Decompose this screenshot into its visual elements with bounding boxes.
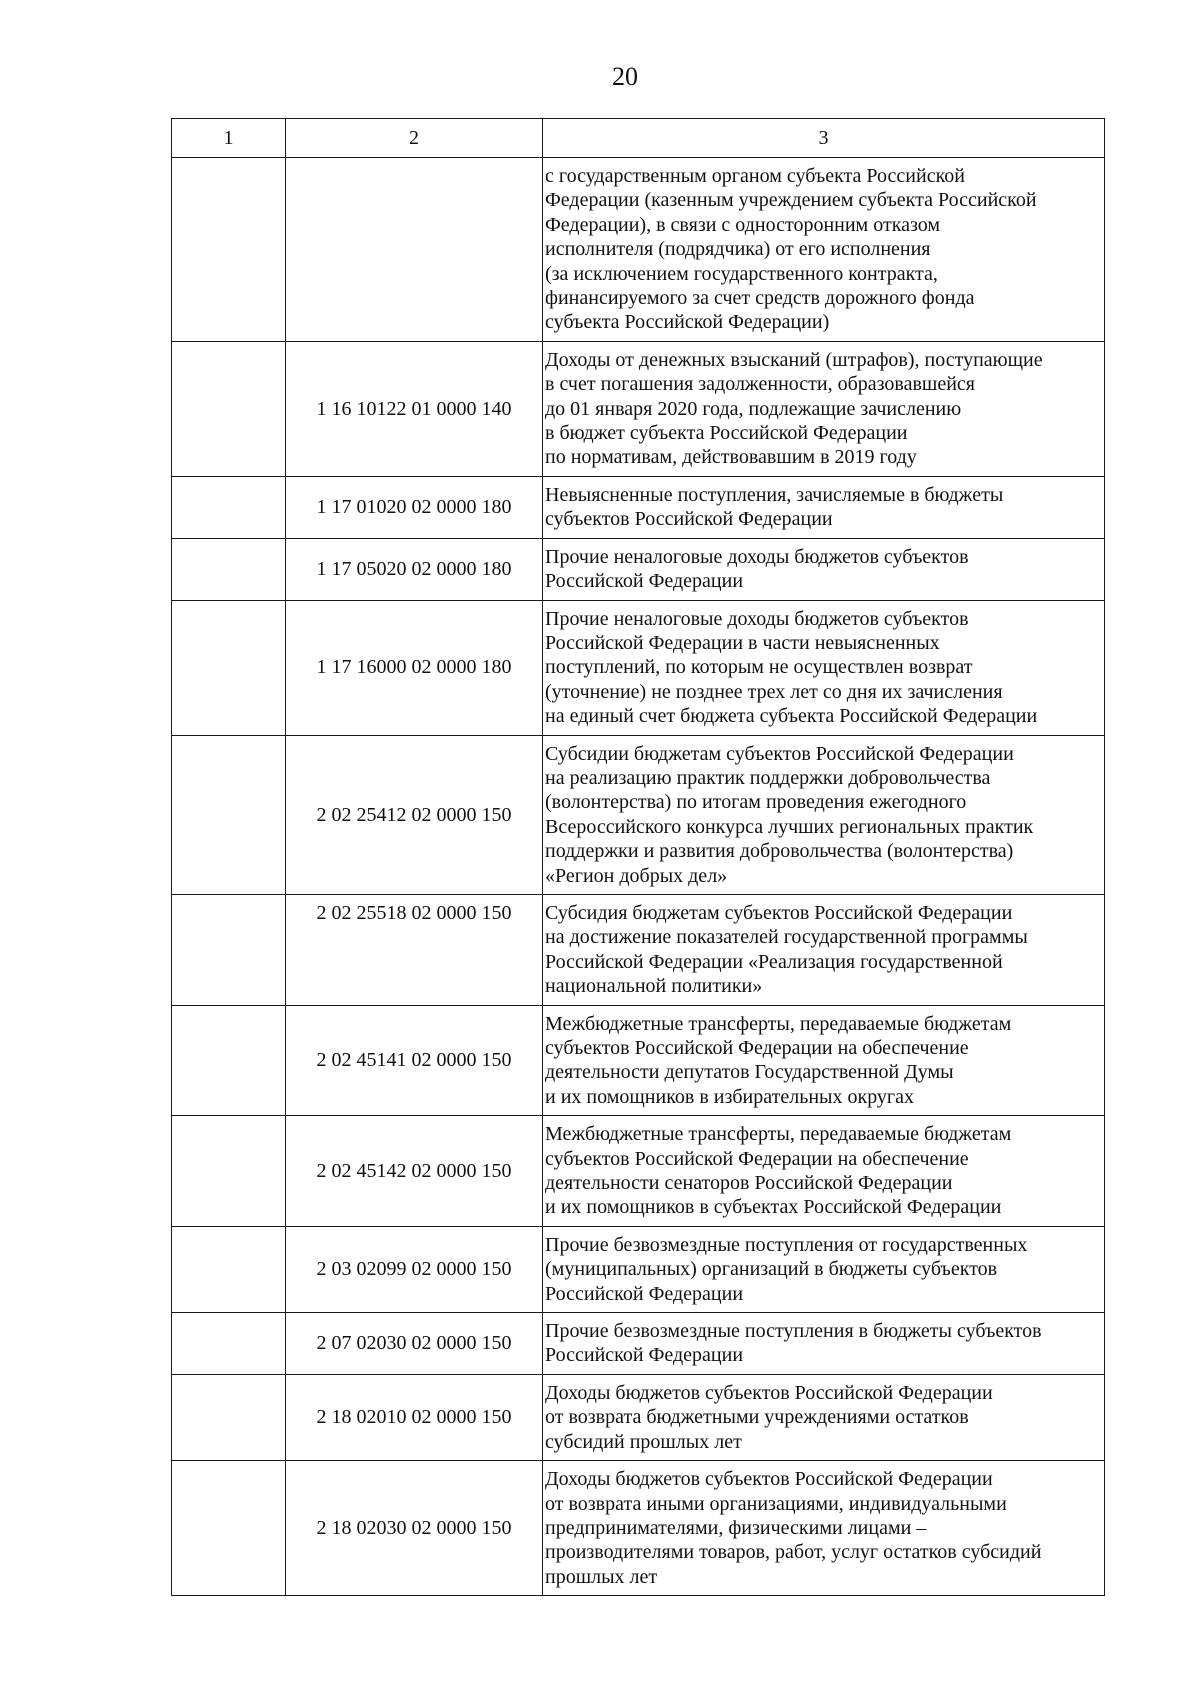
- income-code-cell: 1 16 10122 01 0000 140: [286, 341, 543, 476]
- header-col-1: 1: [172, 119, 286, 158]
- income-code-cell: 2 18 02010 02 0000 150: [286, 1374, 543, 1460]
- description-line: (муниципальных) организаций в бюджеты субъектов: [545, 1258, 998, 1281]
- income-description-cell: [543, 158, 1105, 342]
- description-line: в счет погашения задолженности, образовавшейся: [545, 373, 975, 396]
- description-line: Российской Федерации в части невыясненных: [545, 631, 940, 654]
- table-header-row: [172, 119, 1105, 158]
- description-line: поступлений, по которым не осуществлен возврат: [545, 656, 973, 679]
- income-code-cell: [286, 158, 543, 342]
- row-col-1-cell: [172, 341, 286, 476]
- description-line: Всероссийского конкурса лучших региональных практик: [545, 815, 1034, 838]
- description-line: прошлых лет: [545, 1565, 658, 1588]
- table-row: [172, 1313, 1105, 1375]
- table-row: [172, 1005, 1105, 1116]
- description-line: Российской Федерации: [545, 570, 744, 593]
- table-row: [172, 1226, 1105, 1312]
- description-line: Межбюджетные трансферты, передаваемые бюджетам: [545, 1012, 1012, 1035]
- income-code-cell: 2 18 02030 02 0000 150: [286, 1461, 543, 1596]
- income-description-cell: [543, 538, 1105, 600]
- description-line: предпринимателями, физическими лицами –: [545, 1516, 927, 1539]
- description-line: субсидий прошлых лет: [545, 1430, 742, 1453]
- description-line: (за исключением государственного контракта,: [545, 262, 938, 285]
- description-line: субъекта Российской Федерации): [545, 311, 830, 334]
- table-body: [172, 158, 1105, 1596]
- description-line: Невыясненные поступления, зачисляемые в бюджеты: [545, 483, 1004, 506]
- description-line: субъектов Российской Федерации: [545, 508, 833, 531]
- table-row: [172, 735, 1105, 894]
- description-line: Прочие безвозмездные поступления в бюджеты субъектов: [545, 1320, 1042, 1343]
- page-number: 20: [612, 62, 638, 91]
- description-line: субъектов Российской Федерации на обеспечение: [545, 1037, 969, 1059]
- description-line: Доходы от денежных взысканий (штрафов), поступающие: [545, 348, 1043, 371]
- income-description-cell: [543, 1005, 1105, 1116]
- income-code-cell: 2 03 02099 02 0000 150: [286, 1226, 543, 1312]
- table-row: [172, 894, 1105, 1005]
- description-line: «Регион добрых дел»: [545, 864, 728, 887]
- description-line: Российской Федерации «Реализация государственной: [545, 950, 1003, 973]
- description-line: Российской Федерации: [545, 1344, 744, 1367]
- description-line: Российской Федерации: [545, 1282, 744, 1305]
- row-col-1-cell: [172, 600, 286, 735]
- row-col-1-cell: [172, 1313, 286, 1375]
- description-line: Субсидия бюджетам субъектов Российской Федерации: [545, 901, 1013, 924]
- description-line: Доходы бюджетов субъектов Российской Федерации: [545, 1468, 993, 1491]
- row-col-1-cell: [172, 735, 286, 894]
- description-line: субъектов Российской Федерации на обеспечение: [545, 1147, 969, 1170]
- income-description-cell: [543, 476, 1105, 538]
- description-line: поддержки и развития добровольчества (волонтерства): [545, 840, 1014, 863]
- description-line: Субсидии бюджетам субъектов Российской Федерации: [545, 742, 1014, 765]
- table-row: [172, 600, 1105, 735]
- description-line: на реализацию практик поддержки добровольчества: [545, 766, 991, 789]
- description-line: и их помощников в избирательных округах: [545, 1085, 915, 1108]
- row-col-1-cell: [172, 476, 286, 538]
- row-col-1-cell: [172, 158, 286, 342]
- description-line: (волонтерства) по итогам проведения ежегодного: [545, 791, 967, 814]
- description-line: Федерации), в связи с односторонним отказом: [545, 213, 941, 236]
- description-line: и их помощников в субъектах Российской Федерации: [545, 1196, 1002, 1219]
- description-line: до 01 января 2020 года, подлежащие зачислению: [545, 397, 962, 420]
- table-row: [172, 1116, 1105, 1227]
- row-col-1-cell: [172, 1226, 286, 1312]
- income-code-cell: 2 02 45141 02 0000 150: [286, 1005, 543, 1116]
- description-line: финансируемого за счет средств дорожного фонда: [545, 287, 975, 310]
- description-line: на достижение показателей государственной программы: [545, 926, 1028, 949]
- description-line: деятельности сенаторов Российской Федерации: [545, 1172, 953, 1195]
- description-line: (уточнение) не позднее трех лет со дня их зачисления: [545, 680, 1003, 703]
- row-col-1-cell: [172, 538, 286, 600]
- row-col-1-cell: [172, 1374, 286, 1460]
- income-description-cell: [543, 1313, 1105, 1375]
- table-row: [172, 476, 1105, 538]
- income-classification-table: [171, 118, 1105, 1596]
- income-code-cell: 2 02 25412 02 0000 150: [286, 735, 543, 894]
- description-line: по нормативам, действовавшим в 2019 году: [545, 446, 917, 469]
- description-line: производителями товаров, работ, услуг остатков субсидий: [545, 1541, 1042, 1564]
- row-col-1-cell: [172, 1461, 286, 1596]
- description-line: Прочие неналоговые доходы бюджетов субъектов: [545, 545, 969, 568]
- income-code-cell: 2 02 45142 02 0000 150: [286, 1116, 543, 1227]
- table-row: [172, 341, 1105, 476]
- description-line: Межбюджетные трансферты, передаваемые бюджетам: [545, 1123, 1012, 1146]
- income-code-cell: 1 17 01020 02 0000 180: [286, 476, 543, 538]
- row-col-1-cell: [172, 1005, 286, 1116]
- header-col-2: 2: [286, 119, 543, 158]
- income-code-cell: 2 02 25518 02 0000 150: [286, 894, 543, 1005]
- income-description-cell: [543, 894, 1105, 1005]
- description-line: Прочие безвозмездные поступления от государственных: [545, 1233, 1028, 1256]
- description-line: Федерации (казенным учреждением субъекта Российской: [545, 189, 1037, 212]
- table-row: [172, 158, 1105, 342]
- income-code-cell: 1 17 16000 02 0000 180: [286, 600, 543, 735]
- table-row: [172, 1461, 1105, 1596]
- header-col-3: 3: [543, 119, 1105, 158]
- description-line: на единый счет бюджета субъекта Российской Федерации: [545, 705, 1038, 728]
- income-code-cell: 2 07 02030 02 0000 150: [286, 1313, 543, 1375]
- description-line: Доходы бюджетов субъектов Российской Федерации: [545, 1381, 993, 1404]
- description-line: в бюджет субъекта Российской Федерации: [545, 422, 908, 445]
- description-line: Прочие неналоговые доходы бюджетов субъектов: [545, 607, 969, 630]
- table-row: [172, 538, 1105, 600]
- income-description-cell: [543, 600, 1105, 735]
- income-description-cell: [543, 1374, 1105, 1460]
- income-code-cell: 1 17 05020 02 0000 180: [286, 538, 543, 600]
- row-col-1-cell: [172, 1116, 286, 1227]
- income-description-cell: [543, 735, 1105, 894]
- row-col-1-cell: [172, 894, 286, 1005]
- description-line: деятельности депутатов Государственной Думы: [545, 1061, 954, 1084]
- description-line: от возврата иными организациями, индивидуальными: [545, 1492, 1007, 1515]
- table-row: [172, 1374, 1105, 1460]
- income-description-cell: [543, 1461, 1105, 1596]
- description-line: национальной политики»: [545, 975, 763, 998]
- income-description-cell: [543, 1116, 1105, 1227]
- description-line: исполнителя (подрядчика) от его исполнения: [545, 238, 931, 261]
- description-line: от возврата бюджетными учреждениями остатков: [545, 1406, 969, 1429]
- income-description-cell: [543, 1226, 1105, 1312]
- income-description-cell: [543, 341, 1105, 476]
- description-line: с государственным органом субъекта Российской: [545, 165, 965, 187]
